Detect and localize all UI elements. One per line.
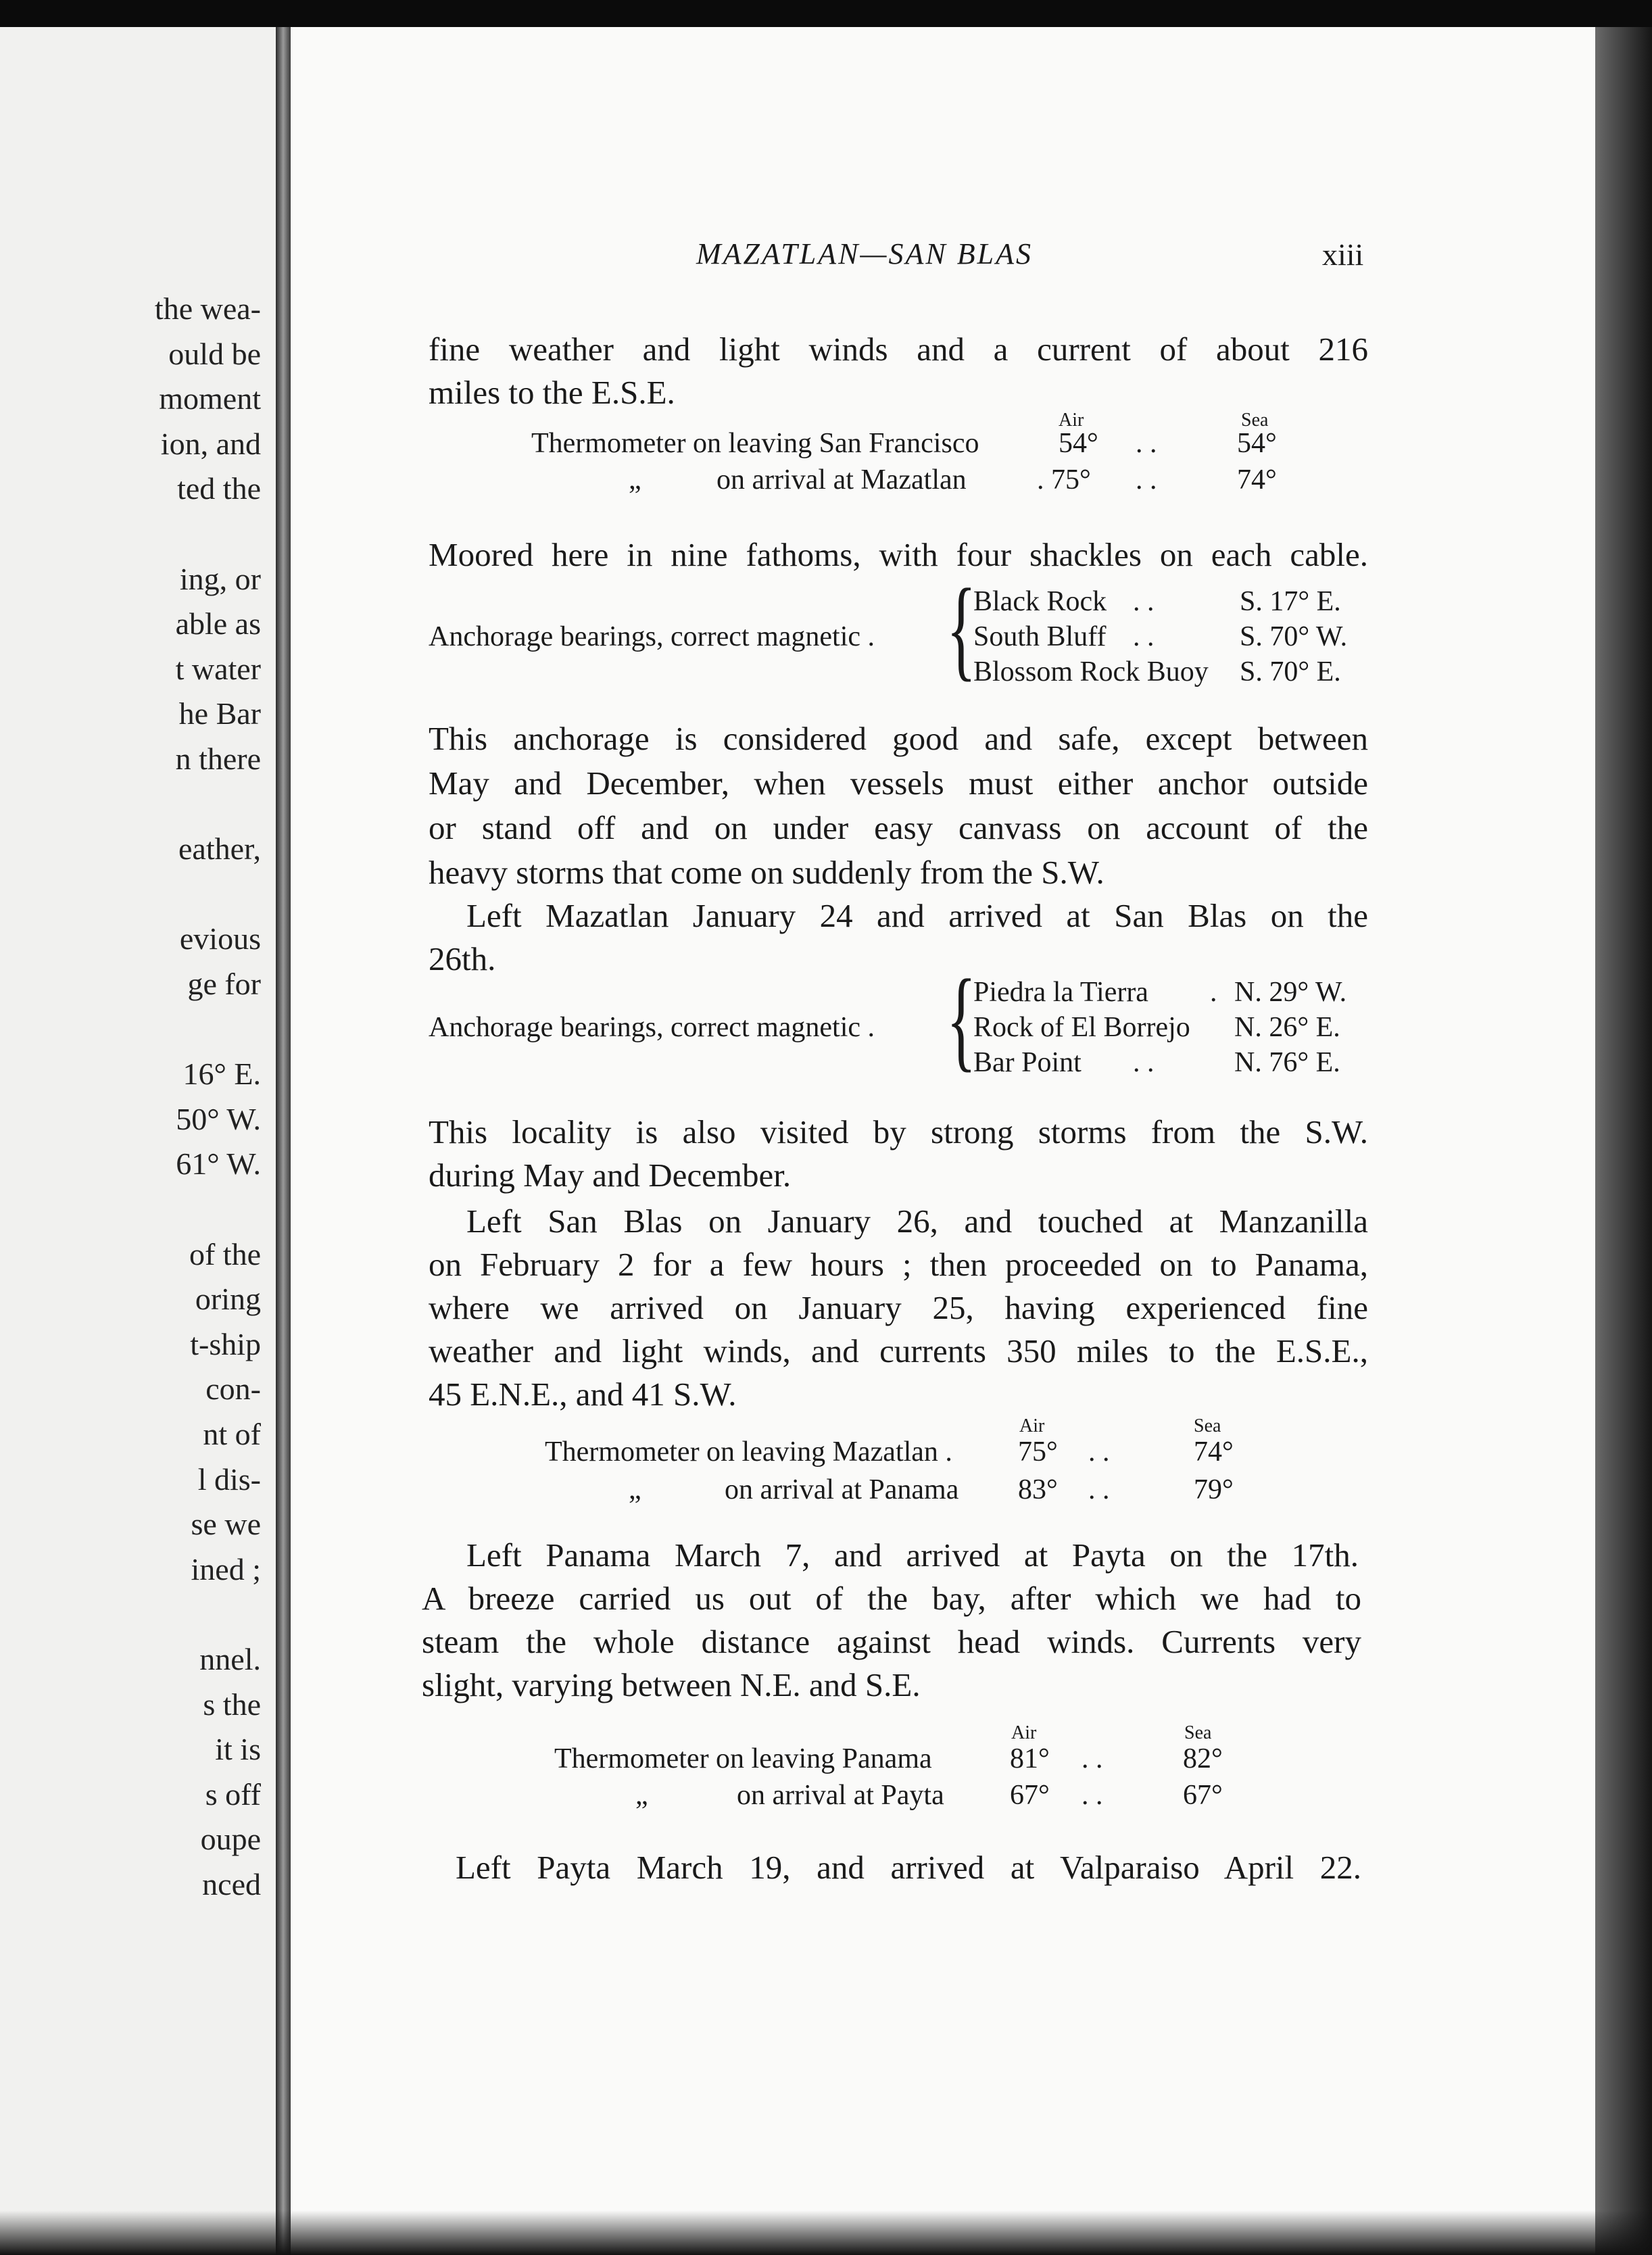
left-page-text-fragment: it is <box>215 1732 261 1767</box>
bearing-value: N. 26° E. <box>1234 1012 1340 1043</box>
air-temperature: 83° <box>1018 1474 1058 1505</box>
left-page-text-fragment: l dis- <box>197 1461 261 1497</box>
text-line: or stand off and on under easy canvass on account of the <box>429 809 1368 846</box>
leader-dots: . . <box>1088 1436 1110 1468</box>
text-line: Moored here in nine fathoms, with four shackles on each cable. <box>429 536 1368 573</box>
left-page-text-fragment: he Bar <box>178 696 261 731</box>
thermometer-label: Thermometer on leaving San Francisco <box>531 428 979 459</box>
sea-column-label: Sea <box>1184 1722 1212 1743</box>
left-page-text-fragment: se we <box>191 1507 261 1542</box>
text-line: miles to the E.S.E. <box>429 374 675 411</box>
left-page-text-fragment: 50° W. <box>176 1101 261 1136</box>
left-page-text-fragment: evious <box>179 921 261 956</box>
running-head: MAZATLAN—SAN BLAS <box>696 237 1033 270</box>
bearings-label: Anchorage bearings, correct magnetic . <box>429 621 875 652</box>
sea-temperature: 74° <box>1194 1436 1234 1468</box>
text-line: where we arrived on January 25, having experienced fine <box>429 1289 1368 1326</box>
left-page-fragment <box>0 27 276 2255</box>
left-page-text-fragment: ge for <box>187 967 261 1001</box>
bearing-value: S. 17° E. <box>1240 586 1341 617</box>
air-column-label: Air <box>1059 410 1084 431</box>
left-page-text-fragment: 16° E. <box>183 1057 261 1092</box>
text-line: 26th. <box>429 940 496 977</box>
left-page-text-fragment: s off <box>205 1776 261 1812</box>
text-line: This locality is also visited by strong storms from the S.W. <box>429 1113 1368 1150</box>
thermometer-label: on arrival at Payta <box>737 1780 944 1811</box>
left-page-text-fragment: t water <box>175 651 261 686</box>
thermometer-label: Thermometer on leaving Panama <box>554 1743 932 1774</box>
book-gutter <box>276 27 291 2255</box>
landmark-name: Rock of El Borrejo <box>973 1012 1190 1043</box>
sea-column-label: Sea <box>1241 410 1269 431</box>
left-page-text-fragment: oupe <box>200 1822 261 1857</box>
leader-dots: . . <box>1133 586 1155 617</box>
thermometer-label: Thermometer on leaving Mazatlan . <box>545 1436 952 1468</box>
air-temperature: . 75° <box>1037 464 1091 495</box>
left-page-text-fragment: ing, or <box>179 561 261 596</box>
sea-temperature: 74° <box>1237 464 1277 495</box>
text-line: May and December, when vessels must either anchor outside <box>429 765 1368 802</box>
air-temperature: 81° <box>1010 1743 1050 1774</box>
leader-dots: . . <box>1133 621 1155 652</box>
left-page-text-fragment: nced <box>202 1867 261 1901</box>
left-page-text-fragment: the wea- <box>154 291 261 326</box>
sea-temperature: 79° <box>1194 1474 1234 1505</box>
leader-dots: . . <box>1082 1743 1103 1774</box>
text-line: fine weather and light winds and a current of about 216 <box>429 331 1368 368</box>
leader-dots: . . <box>1133 1047 1155 1078</box>
left-page-text-fragment: 61° W. <box>176 1146 261 1182</box>
left-page-text-fragment: ion, and <box>160 426 261 461</box>
text-line: on February 2 for a few hours ; then proceeded on to Panama, <box>429 1246 1368 1283</box>
air-column-label: Air <box>1019 1415 1045 1436</box>
left-page-text-fragment: of the <box>189 1236 261 1271</box>
text-line: 45 E.N.E., and 41 S.W. <box>429 1376 737 1413</box>
text-line: This anchorage is considered good and safe, except between <box>429 720 1368 757</box>
ditto-mark: „ <box>635 1780 648 1811</box>
leader-dots: . <box>1210 977 1217 1008</box>
text-line: Left San Blas on January 26, and touched at Manzanilla <box>466 1203 1368 1240</box>
bearing-value: S. 70° E. <box>1240 656 1341 687</box>
text-line: slight, varying between N.E. and S.E. <box>422 1666 921 1703</box>
text-line: A breeze carried us out of the bay, after which we had to <box>422 1580 1361 1617</box>
text-line: during May and December. <box>429 1157 792 1194</box>
left-page-text-fragment: ould be <box>168 336 261 371</box>
text-line: Left Panama March 7, and arrived at Payta on the 17th. <box>466 1536 1359 1574</box>
ditto-mark: „ <box>629 1474 641 1505</box>
scan-bottom-edge <box>0 2210 1652 2255</box>
brace-icon: { <box>946 566 977 692</box>
text-line: steam the whole distance against head winds. Currents very <box>422 1623 1361 1660</box>
landmark-name: Black Rock <box>973 586 1107 617</box>
page-edge-shadow <box>1595 27 1652 2255</box>
brace-icon: { <box>946 956 977 1082</box>
landmark-name: Piedra la Tierra <box>973 977 1148 1008</box>
left-page-text-fragment: eather, <box>178 831 261 867</box>
left-page-text-fragment: s the <box>203 1687 261 1722</box>
left-page-text-fragment: nt of <box>203 1417 261 1451</box>
page-number: xiii <box>1322 237 1364 272</box>
sea-temperature: 67° <box>1183 1780 1223 1811</box>
sea-temperature: 54° <box>1237 428 1277 459</box>
thermometer-label: on arrival at Panama <box>725 1474 959 1505</box>
leader-dots: . . <box>1088 1474 1110 1505</box>
bearing-value: N. 76° E. <box>1234 1047 1340 1078</box>
left-page-text-fragment: n there <box>175 742 261 776</box>
bearing-value: S. 70° W. <box>1240 621 1348 652</box>
left-page-text-fragment: ted the <box>177 471 261 506</box>
leader-dots: . . <box>1136 464 1157 495</box>
left-page-text-fragment: able as <box>175 606 261 641</box>
air-temperature: 75° <box>1018 1436 1058 1468</box>
text-line: Left Mazatlan January 24 and arrived at San Blas on the <box>466 897 1368 934</box>
text-line: Left Payta March 19, and arrived at Valparaiso April 22. <box>456 1849 1361 1886</box>
left-page-text-fragment: con- <box>205 1372 261 1407</box>
left-page-text-fragment: ined ; <box>191 1551 261 1586</box>
left-page-text-fragment: t-ship <box>190 1326 261 1361</box>
text-line: heavy storms that come on suddenly from the S.W. <box>429 854 1104 891</box>
air-column-label: Air <box>1011 1722 1037 1743</box>
landmark-name: Blossom Rock Buoy <box>973 656 1209 687</box>
left-page-text-fragment: oring <box>195 1282 261 1317</box>
bearing-value: N. 29° W. <box>1234 977 1347 1008</box>
landmark-name: South Bluff <box>973 621 1107 652</box>
landmark-name: Bar Point <box>973 1047 1082 1078</box>
leader-dots: . . <box>1136 428 1157 459</box>
thermometer-label: on arrival at Mazatlan <box>716 464 967 495</box>
sea-column-label: Sea <box>1194 1415 1221 1436</box>
ditto-mark: „ <box>629 464 641 495</box>
text-line: weather and light winds, and currents 350 miles to the E.S.E., <box>429 1332 1368 1369</box>
sea-temperature: 82° <box>1183 1743 1223 1774</box>
bearings-label: Anchorage bearings, correct magnetic . <box>429 1012 875 1043</box>
air-temperature: 54° <box>1059 428 1098 459</box>
left-page-text-fragment: moment <box>159 381 261 416</box>
air-temperature: 67° <box>1010 1780 1050 1811</box>
leader-dots: . . <box>1082 1780 1103 1811</box>
left-page-text-fragment: nnel. <box>199 1642 261 1676</box>
